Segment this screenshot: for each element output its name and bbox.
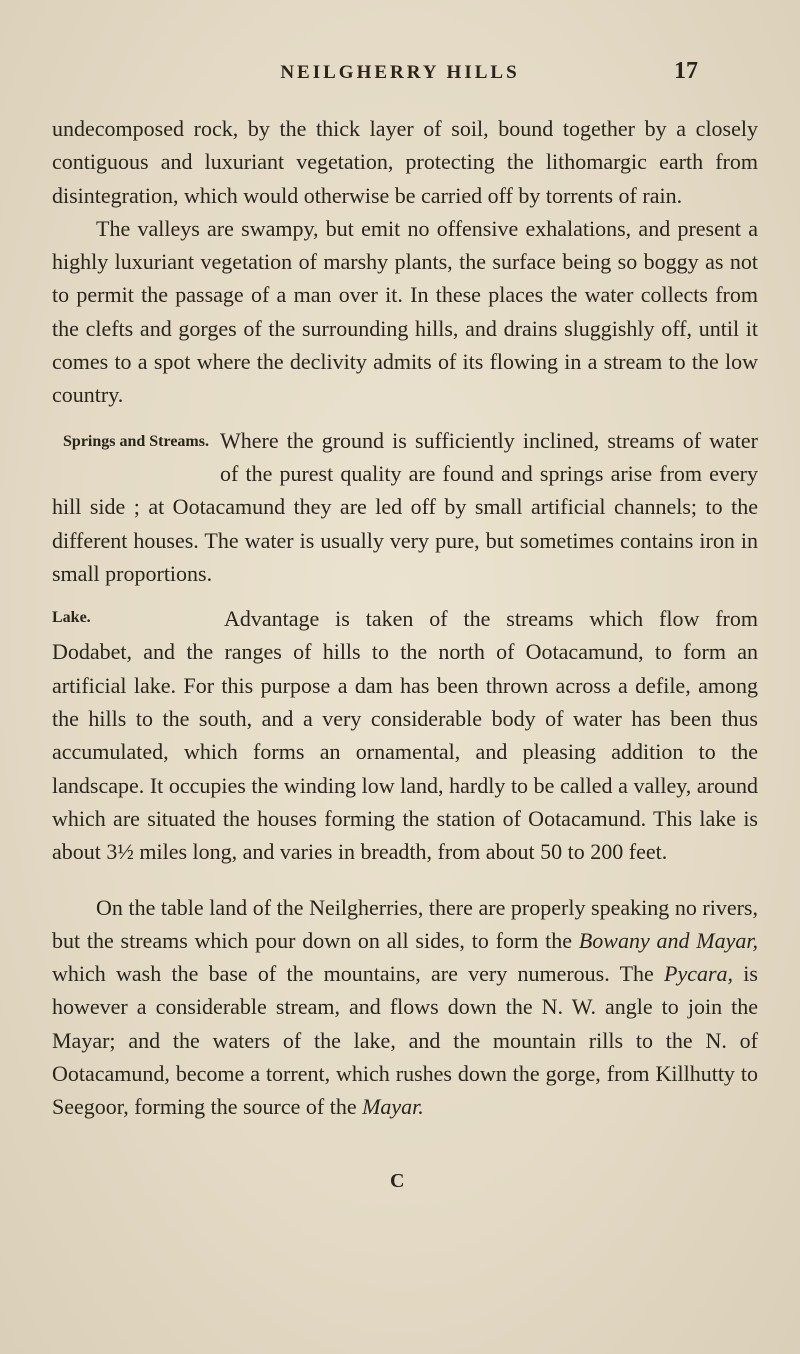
- paragraph-rivers-seg-2: Bowany and Mayar,: [578, 927, 759, 953]
- paragraph-2-text: The valleys are swampy, but emit no offensive exhalations, and present a highly luxuriant vegetation of marshy plants, the surface being so boggy as not to permit the passage of a man over it. In these places the water collects from the clefts and gorges of the surrounding hills, and drains sluggishly off, until it comes to a spot where the declivity admits of its flowing in a stream to the low country.: [52, 215, 758, 408]
- paragraph-rivers-seg-1: On the table land of the Neilgherries, there are properly speaking no rivers, but the streams which pour down on all sides, to form the: [52, 894, 758, 953]
- paragraph-1-text: undecomposed rock, by the thick layer of soil, bound together by a closely contiguous and luxuriant vegetation, protecting the lithomargic earth from disintegration, which would otherwise be carried off by torrents of rain.: [52, 116, 758, 208]
- paragraph-rivers-seg-4: Pycara,: [664, 961, 734, 987]
- paragraph-1: [52, 112, 758, 212]
- page-number: 17: [674, 58, 698, 84]
- paragraph-2: [52, 212, 758, 412]
- running-head: NEILGHERRY HILLS: [280, 62, 520, 83]
- marginal-note-springs-and-streams: Springs and Streams.: [63, 432, 209, 450]
- paragraph-rivers: [52, 891, 758, 1124]
- paragraph-lake-text: Advantage is taken of the streams which flow from Dodabet, and the ranges of hills to the north of Ootacamund, to form an artificial lake. For this purpose a dam has been thrown across a defile, among the hills to the south, and a very considerable body of water has been thus accumulated, which forms an ornamental, and pleasing addition to the landscape. It occupies the winding low land, hardly to be called a valley, around which are situated the houses forming the station of Ootacamund. This lake is about 3½ miles long, and varies in breadth, from about 50 to 200 feet.: [52, 606, 758, 865]
- paragraph-springs-text: Where the ground is sufficiently inclined, streams of water of the purest quality are found and springs arise from every hill side ; at Ootacamund they are led off by small artificial channels; to the different houses. The water is usually very pure, but sometimes contains iron in small proportions.: [52, 427, 758, 586]
- marginal-note-lake: Lake.: [52, 609, 91, 627]
- paragraph-rivers-seg-3: which wash the base of the mountains, are very numerous. The: [52, 961, 665, 987]
- page-header: [0, 58, 800, 92]
- paragraph-rivers-seg-6: Mayar.: [362, 1094, 424, 1120]
- paragraph-lake: [52, 602, 758, 868]
- paragraph-rivers-seg-5: is however a considerable stream, and flows down the N. W. angle to join the Mayar; and the waters of the lake, and the mountain rills to the N. of Ootacamund, become a torrent, which rushes down the gorge, from Killhutty to Seegoor, forming the source of the: [52, 961, 758, 1120]
- body-text: [52, 112, 758, 1124]
- signature-mark: C: [390, 1170, 405, 1192]
- paragraph-springs: [52, 424, 758, 590]
